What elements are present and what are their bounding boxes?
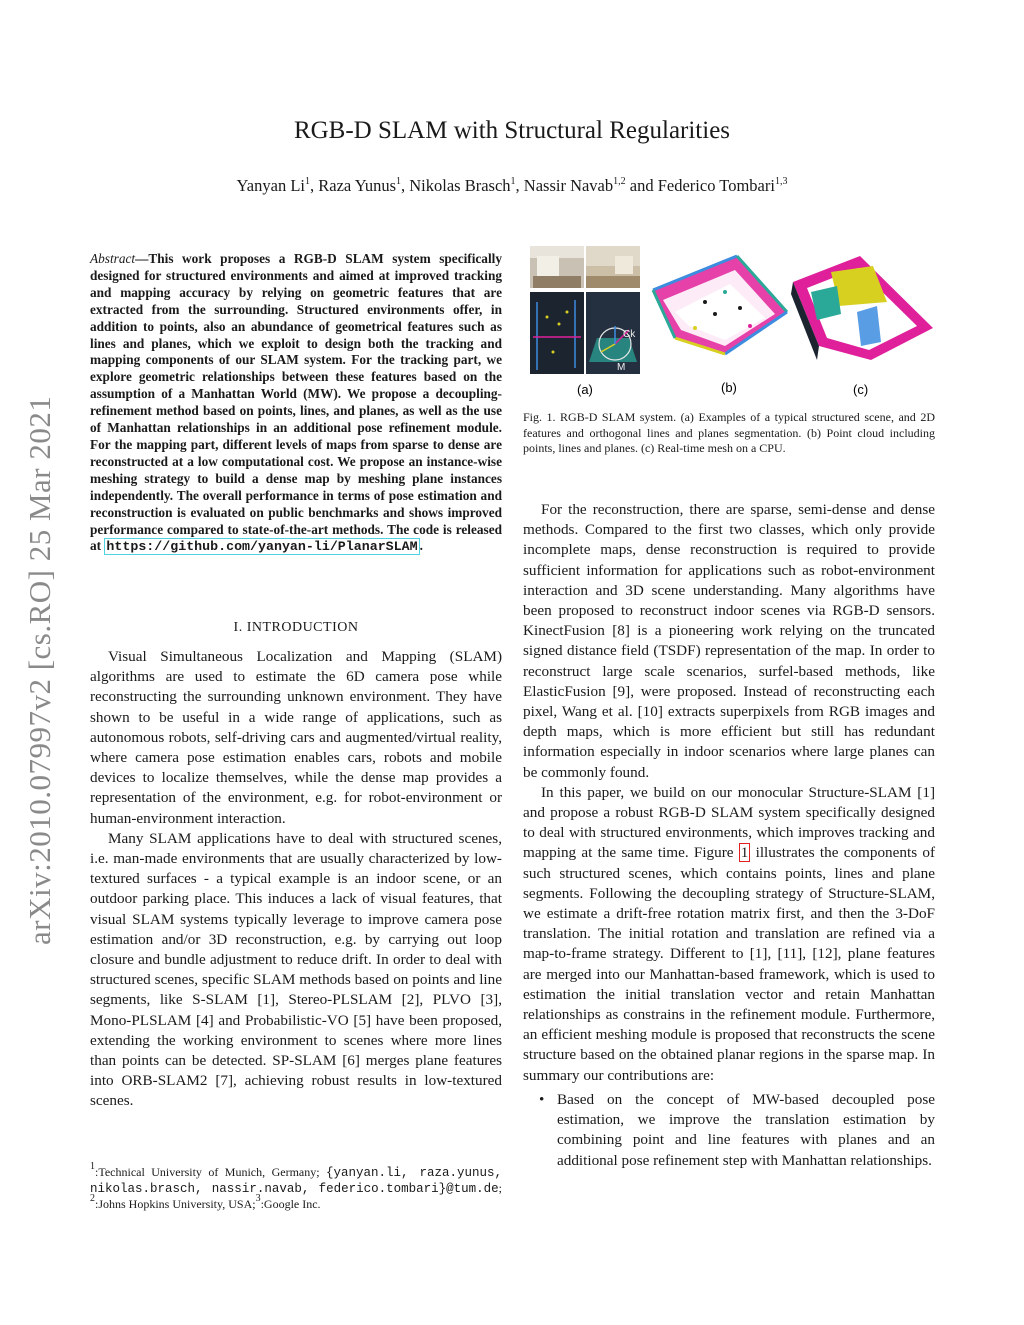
axis-label-ck: Ck	[623, 329, 636, 340]
abstract-dash: —	[135, 251, 149, 266]
footnote-mark: 1	[90, 1161, 95, 1172]
footnote-text: :Technical University of Munich, Germany;	[95, 1165, 327, 1179]
footnote-mark: 2	[90, 1193, 95, 1204]
footnote	[90, 1161, 502, 1212]
figure-reference-link[interactable]: 1	[740, 844, 749, 862]
author-name: and Federico Tombari	[625, 176, 775, 195]
paragraph: Many SLAM applications have to deal with structured scenes, i.e. man-made environments that are usually characterized by low-textured surfaces - a typical example is an indoor scene, or an outdoor parking place. This induces a lack of visual features, that visual SLAM systems typically leverage to improve camera pose estimation and/or 3D reconstruction, e.g. by carrying out loop closure and bundle adjustment to reduce drift. In order to deal with structured scenes, specific SLAM methods based on points and line segments, like S-SLAM [1], Stereo-PLSLAM [2], PLVO [3], Mono-PLSLAM [4] and Probabilistic-VO [5] have been proposed, extending the working environment to scenes where more lines than points can be detected. SP-SLAM [6] merges plane features into ORB-SLAM2 [7], achieving robust results in low-textured scenes.	[90, 829, 502, 1110]
code-link[interactable]: https://github.com/yanyan-li/PlanarSLAM	[106, 539, 418, 555]
author-name: , Nikolas Brasch	[401, 176, 511, 195]
figure-graphic	[525, 242, 935, 402]
abstract	[90, 251, 502, 556]
abstract-tail: .	[419, 538, 423, 554]
subfigure-label-c: (c)	[853, 382, 869, 397]
subfigure-label-a: (a)	[577, 382, 593, 397]
list-item	[523, 1090, 935, 1171]
paragraph: For the reconstruction, there are sparse, semi-dense and dense methods. Compared to the first two classes, which only provide incomplete maps, dense reconstruction is required to provide sufficient information for applications such as robot-environment interaction and 3D scene understanding. Many algorithms have been proposed to reconstruct indoor scenes via RGB-D sensors. KinectFusion [8] is a pioneering work relying on the truncated signed distance field (TSDF) representation of the map. In order to reconstruct large scale scenarios, surfel-based methods, like ElasticFusion [9], were proposed. Instead of reconstructing each pixel, Wang et al. [10] extracts superpixels from RGB images and depth maps, which is more efficient but still has redundant information especially in indoor scenarios where large planes can be commonly found.	[523, 501, 935, 781]
paragraph-text: illustrates the components of such structured scenes, which contains points, lines and plane segments. Following the decoupling strategy of Structure-SLAM, we estimate a drift-free rotation matrix first, and then the 3-DoF translation. The initial rotation and translation are refined via a map-to-frame strategy. Different to [1], [11], [12], plane features are merged into our Manhattan-based framework, which is used to estimation the initial translation vector and retain Manhattan relationships as constrains in the refinement module. Furthermore, an efficient meshing module is proposed that reconstructs the scene structure based on the obtained planar regions in the sparse map. In summary our contributions are:	[523, 844, 936, 1084]
affiliation-mark: 1,3	[774, 176, 788, 187]
affiliation-mark: 1,2	[613, 176, 626, 187]
left-column	[90, 647, 502, 1112]
feature-view	[530, 292, 584, 374]
author-emails[interactable]: {yanyan.li, raza.yunus, nikolas.brasch, nassir.navab, federico.tombari}@tum.de	[90, 1166, 502, 1196]
paper-title: RGB-D SLAM with Structural Regularities	[293, 117, 731, 144]
footnote-text: :Google Inc.	[260, 1197, 321, 1211]
affiliation-mark: 1	[305, 176, 310, 187]
bullet-icon: •	[539, 1090, 545, 1108]
contribution-list	[523, 1090, 935, 1171]
affiliation-mark: 1	[510, 176, 516, 187]
footnote-text: :Johns Hopkins University, USA;	[95, 1197, 256, 1211]
author-name: , Raza Yunus	[310, 176, 396, 195]
room-photo-1	[530, 246, 584, 288]
footnote-mark: 3	[255, 1193, 261, 1204]
affiliation-mark: 1	[396, 176, 401, 187]
author-list	[0, 176, 1024, 196]
section-heading: I. INTRODUCTION	[233, 620, 359, 635]
point-cloud	[653, 256, 787, 354]
footnote-text: ;	[498, 1181, 502, 1195]
subfigure-label-b: (b)	[721, 380, 737, 395]
figure-caption: Fig. 1. RGB-D SLAM system. (a) Examples of a typical structured scene, and 2D features and orthogonal lines and planes segmentation. (b) Point cloud including points, lines and planes. (c) Real-time mesh on a CPU.	[523, 410, 935, 455]
paragraph	[523, 783, 935, 1086]
abstract-body: This work proposes a RGB-D SLAM system specifically designed for structured environments and aimed at improved tracking and mapping accuracy by relying on geometric features that are extracted from the surrounding. Structured environments offer, in addition to points, also an abundance of geometrical features such as lines and planes, which we exploit to design both the tracking and mapping components of our SLAM system. For the tracking part, we explore geometric relationships between these features based on the assumption of a Manhattan World (MW). We propose a decoupling-refinement method based on points, lines, and planes, as well as the use of Manhattan relationships in an additional pose refinement module. For the mapping part, different levels of maps from sparse to dense are reconstructed at a low computational cost. We propose an instance-wise meshing strategy to build a dense map by meshing plane instances independently. The overall performance in terms of pose estimation and reconstruction is evaluated on public benchmarks and shows improved performance compared to state-of-the-art methods. The code is released at	[90, 251, 502, 554]
author-name: , Nassir Navab	[515, 176, 614, 195]
list-item-text: Based on the concept of MW-based decoupled pose estimation, we improve the translation estimation by combining point and line features with planes and an additional pose refinement step with Manhattan relationships.	[557, 1090, 935, 1169]
mesh	[791, 256, 933, 360]
room-photo-2	[586, 246, 640, 288]
paragraph: Visual Simultaneous Localization and Mapping (SLAM) algorithms are used to estimate the 6D camera pose while reconstructing the surrounding unknown environment. They have shown to be useful in a wide range of applications, such as autonomous robots, self-driving cars and augmented/virtual reality, where camera pose estimation enables cars, robots and mobile devices to localize themselves, while the dense map provides a representation of the environment, e.g. for robot-environment or human-environment interaction.	[90, 648, 502, 827]
right-column	[523, 500, 935, 1171]
plane-segmentation-view	[586, 292, 640, 374]
paragraph-text: In this paper, we build on our monocular Structure-SLAM [1] and propose a robust RGB-D SLAM system specifically designed to deal with structured environments, which improves tracking and mapping at the same time. Figure	[523, 783, 935, 862]
author-name: Yanyan Li	[236, 176, 305, 195]
axis-label-m: M	[617, 362, 626, 373]
figure-1	[525, 242, 935, 402]
abstract-lead: Abstract	[90, 251, 136, 266]
arxiv-stamp: arXiv:2010.07997v2 [cs.RO] 25 Mar 2021	[22, 395, 57, 945]
